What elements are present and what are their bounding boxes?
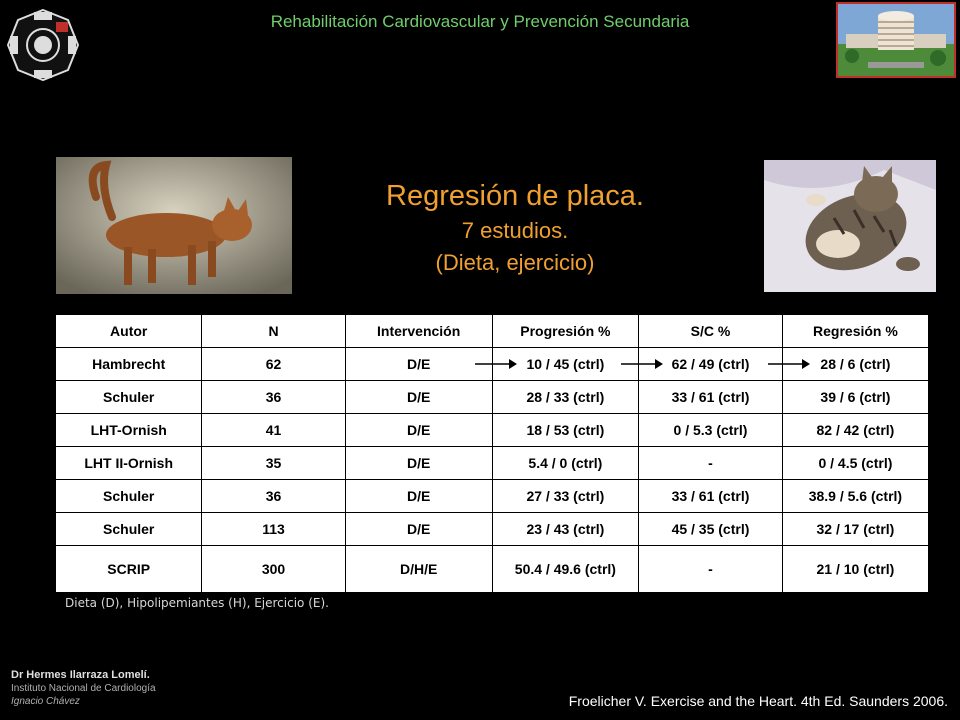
hospital-building-image bbox=[836, 2, 956, 78]
header-title: Rehabilitación Cardiovascular y Prevención Secundaria bbox=[270, 12, 690, 31]
table-cell: 32 / 17 (ctrl) bbox=[782, 513, 928, 546]
table-cell: D/E bbox=[345, 381, 492, 414]
table-cell: 45 / 35 (ctrl) bbox=[639, 513, 783, 546]
column-header-regresion: Regresión % bbox=[782, 315, 928, 348]
author-institution-name: Ignacio Chávez bbox=[11, 696, 80, 707]
table-cell: 82 / 42 (ctrl) bbox=[782, 414, 928, 447]
table-cell: 23 / 43 (ctrl) bbox=[492, 513, 638, 546]
table-cell: 0 / 4.5 (ctrl) bbox=[782, 447, 928, 480]
slide-subtitle-studies: 7 estudios. bbox=[461, 218, 569, 243]
table-cell: 39 / 6 (ctrl) bbox=[782, 381, 928, 414]
table-cell: D/E bbox=[345, 480, 492, 513]
table-cell: D/E bbox=[345, 414, 492, 447]
table-cell: 113 bbox=[202, 513, 345, 546]
table-row bbox=[56, 480, 929, 513]
table-cell: 28 / 6 (ctrl) bbox=[782, 348, 928, 381]
arrow-right-icon bbox=[475, 355, 517, 373]
table-cell: Hambrecht bbox=[56, 348, 202, 381]
author-block bbox=[11, 669, 156, 708]
slide-subtitle-intervention: (Dieta, ejercicio) bbox=[435, 250, 595, 275]
slide-title: Regresión de placa. bbox=[386, 180, 644, 212]
table-cell: 21 / 10 (ctrl) bbox=[782, 546, 928, 593]
table-cell: 33 / 61 (ctrl) bbox=[639, 480, 783, 513]
table-cell: - bbox=[639, 447, 783, 480]
table-cell: SCRIP bbox=[56, 546, 202, 593]
arrow-right-icon bbox=[621, 355, 663, 373]
walking-cat-image bbox=[56, 157, 292, 294]
table-cell: 38.9 / 5.6 (ctrl) bbox=[782, 480, 928, 513]
table-cell: D/E bbox=[345, 348, 492, 381]
column-header-progresion: Progresión % bbox=[492, 315, 638, 348]
table-cell: D/H/E bbox=[345, 546, 492, 593]
table-cell: 50.4 / 49.6 (ctrl) bbox=[492, 546, 638, 593]
table-cell: 62 / 49 (ctrl) bbox=[639, 348, 783, 381]
author-institution: Instituto Nacional de Cardiología bbox=[11, 683, 156, 694]
table-row bbox=[56, 513, 929, 546]
table-row bbox=[56, 447, 929, 480]
author-name: Dr Hermes Ilarraza Lomelí. bbox=[11, 669, 150, 681]
table-cell: 35 bbox=[202, 447, 345, 480]
column-header-autor: Autor bbox=[56, 315, 202, 348]
reference-citation: Froelicher V. Exercise and the Heart. 4th Ed. Saunders 2006. bbox=[568, 693, 948, 709]
table-cell: LHT-Ornish bbox=[56, 414, 202, 447]
column-header-intervencion: Intervención bbox=[345, 315, 492, 348]
table-cell: 18 / 53 (ctrl) bbox=[492, 414, 638, 447]
table-cell: 41 bbox=[202, 414, 345, 447]
table-cell: 0 / 5.3 (ctrl) bbox=[639, 414, 783, 447]
table-header-row bbox=[56, 315, 929, 348]
table-cell: 33 / 61 (ctrl) bbox=[639, 381, 783, 414]
table-cell: 36 bbox=[202, 480, 345, 513]
table-cell: Schuler bbox=[56, 480, 202, 513]
institution-logo bbox=[6, 8, 80, 82]
table-cell: - bbox=[639, 546, 783, 593]
column-header-sc: S/C % bbox=[639, 315, 783, 348]
sleeping-cat-image bbox=[764, 160, 936, 292]
table-cell: D/E bbox=[345, 447, 492, 480]
table-cell: 27 / 33 (ctrl) bbox=[492, 480, 638, 513]
table-footnote: Dieta (D), Hipolipemiantes (H), Ejercicio (E). bbox=[65, 596, 329, 610]
table-cell: 28 / 33 (ctrl) bbox=[492, 381, 638, 414]
table-cell: 36 bbox=[202, 381, 345, 414]
table-cell: 300 bbox=[202, 546, 345, 593]
table-cell: LHT II-Ornish bbox=[56, 447, 202, 480]
arrow-right-icon bbox=[768, 355, 810, 373]
table-row bbox=[56, 381, 929, 414]
table-cell: 10 / 45 (ctrl) bbox=[492, 348, 638, 381]
column-header-n: N bbox=[202, 315, 345, 348]
table-cell: Schuler bbox=[56, 381, 202, 414]
table-cell: 62 bbox=[202, 348, 345, 381]
table-cell: Schuler bbox=[56, 513, 202, 546]
table-row bbox=[56, 546, 929, 593]
table-cell: 5.4 / 0 (ctrl) bbox=[492, 447, 638, 480]
table-cell: D/E bbox=[345, 513, 492, 546]
table-row bbox=[56, 414, 929, 447]
